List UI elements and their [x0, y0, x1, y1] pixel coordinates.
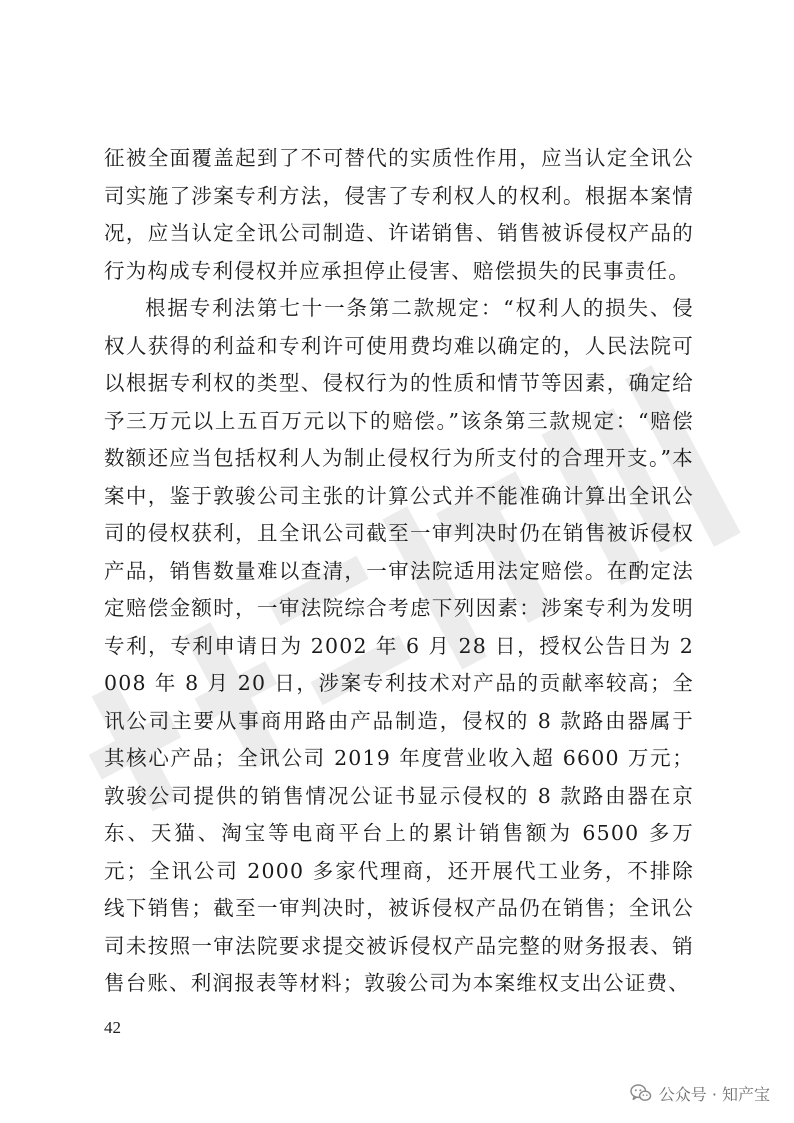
footer-brand-text: 公众号 · 知产宝	[658, 1084, 770, 1104]
wechat-icon	[630, 1083, 652, 1103]
page-number: 42	[104, 1018, 121, 1037]
paragraph-2: 根据专利法第七十一条第二款规定：“权利人的损失、侵权人获得的利益和专利许可使用费均难以确定的，人民法院可以根据专利权的类型、侵权行为的性质和情节等因素，确定给予三万元以上五百万元以下的赔偿。”该条第三款规定：“赔偿数额还应当包括权利人为制止侵权行为所支付的合理开支。”本案中，鉴于敦骏公司主张的计算公式并不能准确计算出全讯公司的侵权获利，且全讯公司截至一审判决时仍在销售被诉侵权产品，销售数量难以查清，一审法院适用法定赔偿。在酌定法定赔偿金额时，一审法院综合考虑下列因素：涉案专利为发明专利，专利申请日为 2002 年 6 月 28 日，授权公告日为 2008 年 8 月 20 日，涉案专利技术对产品的贡献率较高；全讯公司主要从事商用路由产品制造，侵权的 8 款路由器属于其核心产品；全讯公司 2019 年度营业收入超 6600 万元；敦骏公司提供的销售情况公证书显示侵权的 8 款路由器在京东、天猫、淘宝等电商平台上的累计销售额为 6500 多万元；全讯公司 2000 多家代理商，还开展代工业务，不排除线下销售；截至一审判决时，被诉侵权产品仍在销售；全讯公司未按照一审法院要求提交被诉侵权产品完整的财务报表、销售台账、利润报表等材料；敦骏公司为本案维权支出公证费、	[104, 296, 694, 995]
body-text	[104, 140, 694, 1003]
footer-brand[interactable]	[630, 1080, 770, 1106]
paragraph-1: 征被全面覆盖起到了不可替代的实质性作用，应当认定全讯公司实施了涉案专利方法，侵害了专利权人的权利。根据本案情况，应当认定全讯公司制造、许诺销售、销售被诉侵权产品的行为构成专利侵权并应承担停止侵害、赔偿损失的民事责任。	[104, 146, 694, 283]
